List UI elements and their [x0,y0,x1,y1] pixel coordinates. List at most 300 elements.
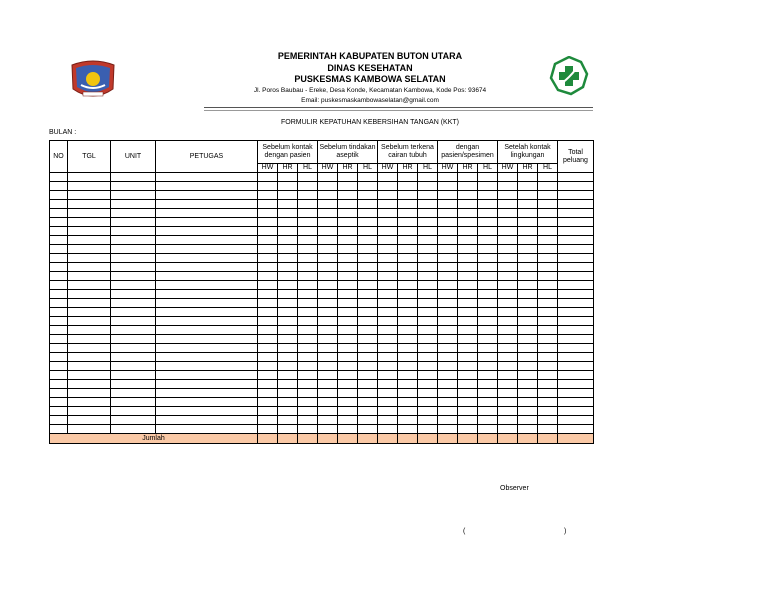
table-cell[interactable] [398,290,418,299]
table-cell[interactable] [258,245,278,254]
table-cell[interactable] [156,335,258,344]
table-cell[interactable] [398,227,418,236]
table-cell[interactable] [68,380,111,389]
table-cell[interactable] [258,299,278,308]
table-cell[interactable] [398,389,418,398]
table-cell[interactable] [418,209,438,218]
table-cell[interactable] [358,254,378,263]
table-cell[interactable] [318,425,338,434]
table-cell[interactable] [498,326,518,335]
table-cell[interactable] [278,326,298,335]
table-cell[interactable] [398,236,418,245]
table-cell[interactable] [458,200,478,209]
table-cell[interactable] [538,353,558,362]
table-cell[interactable] [438,281,458,290]
table-cell[interactable] [538,425,558,434]
table-cell[interactable] [156,371,258,380]
table-cell[interactable] [358,425,378,434]
table-cell[interactable] [538,389,558,398]
table-cell[interactable] [458,290,478,299]
table-cell[interactable] [50,344,68,353]
table-cell[interactable] [68,200,111,209]
table-cell[interactable] [558,326,594,335]
table-cell[interactable] [318,344,338,353]
table-cell[interactable] [111,299,156,308]
table-cell[interactable] [50,353,68,362]
table-cell[interactable] [68,272,111,281]
table-cell[interactable] [156,407,258,416]
table-cell[interactable] [438,209,458,218]
table-cell[interactable] [378,209,398,218]
table-cell[interactable] [358,398,378,407]
table-cell[interactable] [558,263,594,272]
table-cell[interactable] [318,200,338,209]
table-cell[interactable] [538,308,558,317]
table-cell[interactable] [278,299,298,308]
table-cell[interactable] [438,335,458,344]
table-cell[interactable] [258,200,278,209]
table-cell[interactable] [338,371,358,380]
table-cell[interactable] [318,398,338,407]
table-cell[interactable] [558,254,594,263]
table-cell[interactable] [50,218,68,227]
table-cell[interactable] [498,290,518,299]
table-cell[interactable] [558,425,594,434]
table-cell[interactable] [518,380,538,389]
table-cell[interactable] [418,227,438,236]
table-cell[interactable] [156,191,258,200]
total-cell[interactable] [558,434,594,444]
table-cell[interactable] [418,236,438,245]
table-cell[interactable] [358,236,378,245]
table-cell[interactable] [538,290,558,299]
table-cell[interactable] [558,299,594,308]
table-cell[interactable] [298,407,318,416]
table-cell[interactable] [111,317,156,326]
table-cell[interactable] [458,173,478,182]
table-cell[interactable] [358,173,378,182]
table-cell[interactable] [438,407,458,416]
table-cell[interactable] [298,317,318,326]
table-cell[interactable] [50,371,68,380]
table-cell[interactable] [538,173,558,182]
table-cell[interactable] [156,182,258,191]
table-cell[interactable] [518,389,538,398]
table-cell[interactable] [298,281,318,290]
table-cell[interactable] [318,353,338,362]
table-cell[interactable] [318,326,338,335]
total-cell[interactable] [298,434,318,444]
table-cell[interactable] [111,290,156,299]
table-cell[interactable] [538,380,558,389]
table-cell[interactable] [418,416,438,425]
table-cell[interactable] [518,344,538,353]
table-cell[interactable] [478,254,498,263]
table-cell[interactable] [68,191,111,200]
table-cell[interactable] [438,398,458,407]
table-cell[interactable] [50,263,68,272]
table-cell[interactable] [358,317,378,326]
table-cell[interactable] [478,344,498,353]
table-cell[interactable] [358,281,378,290]
table-cell[interactable] [538,236,558,245]
table-cell[interactable] [298,380,318,389]
table-cell[interactable] [68,173,111,182]
table-cell[interactable] [111,245,156,254]
table-cell[interactable] [538,317,558,326]
table-cell[interactable] [498,254,518,263]
table-cell[interactable] [358,371,378,380]
table-cell[interactable] [478,380,498,389]
total-cell[interactable] [478,434,498,444]
table-cell[interactable] [418,308,438,317]
table-cell[interactable] [258,353,278,362]
table-cell[interactable] [298,272,318,281]
table-cell[interactable] [338,398,358,407]
table-cell[interactable] [558,173,594,182]
table-cell[interactable] [398,425,418,434]
table-cell[interactable] [68,209,111,218]
table-cell[interactable] [478,407,498,416]
table-cell[interactable] [458,182,478,191]
table-cell[interactable] [68,218,111,227]
table-cell[interactable] [498,308,518,317]
table-cell[interactable] [68,335,111,344]
table-cell[interactable] [378,218,398,227]
table-cell[interactable] [378,398,398,407]
total-cell[interactable] [338,434,358,444]
table-cell[interactable] [558,398,594,407]
table-cell[interactable] [68,245,111,254]
table-cell[interactable] [278,182,298,191]
table-cell[interactable] [378,407,398,416]
table-cell[interactable] [518,290,538,299]
table-cell[interactable] [111,182,156,191]
table-cell[interactable] [68,281,111,290]
table-cell[interactable] [378,191,398,200]
table-cell[interactable] [418,371,438,380]
table-cell[interactable] [50,290,68,299]
table-cell[interactable] [538,200,558,209]
table-cell[interactable] [518,308,538,317]
table-cell[interactable] [398,200,418,209]
table-cell[interactable] [378,272,398,281]
table-cell[interactable] [438,380,458,389]
table-cell[interactable] [538,254,558,263]
table-cell[interactable] [68,182,111,191]
table-cell[interactable] [518,173,538,182]
table-cell[interactable] [156,236,258,245]
table-cell[interactable] [68,425,111,434]
table-cell[interactable] [111,371,156,380]
table-cell[interactable] [338,173,358,182]
table-cell[interactable] [338,308,358,317]
table-cell[interactable] [278,209,298,218]
table-cell[interactable] [156,425,258,434]
table-cell[interactable] [156,308,258,317]
table-cell[interactable] [278,407,298,416]
table-cell[interactable] [111,254,156,263]
table-cell[interactable] [558,272,594,281]
table-cell[interactable] [50,407,68,416]
table-cell[interactable] [68,416,111,425]
table-cell[interactable] [50,254,68,263]
table-cell[interactable] [298,389,318,398]
table-cell[interactable] [418,425,438,434]
table-cell[interactable] [50,227,68,236]
table-cell[interactable] [538,263,558,272]
table-cell[interactable] [50,326,68,335]
table-cell[interactable] [111,191,156,200]
table-cell[interactable] [50,200,68,209]
table-cell[interactable] [338,218,358,227]
table-cell[interactable] [50,425,68,434]
table-cell[interactable] [498,353,518,362]
table-cell[interactable] [156,272,258,281]
table-cell[interactable] [338,326,358,335]
table-cell[interactable] [558,209,594,218]
table-cell[interactable] [478,272,498,281]
table-cell[interactable] [68,263,111,272]
table-cell[interactable] [458,236,478,245]
table-cell[interactable] [478,236,498,245]
table-cell[interactable] [538,191,558,200]
table-cell[interactable] [458,299,478,308]
table-cell[interactable] [418,326,438,335]
table-cell[interactable] [498,425,518,434]
table-cell[interactable] [498,407,518,416]
table-cell[interactable] [478,389,498,398]
table-cell[interactable] [418,272,438,281]
table-cell[interactable] [438,245,458,254]
table-cell[interactable] [318,290,338,299]
table-cell[interactable] [50,308,68,317]
table-cell[interactable] [418,407,438,416]
table-cell[interactable] [278,254,298,263]
table-cell[interactable] [478,371,498,380]
table-cell[interactable] [478,281,498,290]
table-cell[interactable] [558,317,594,326]
table-cell[interactable] [278,353,298,362]
table-cell[interactable] [258,263,278,272]
table-cell[interactable] [518,326,538,335]
table-cell[interactable] [438,416,458,425]
table-cell[interactable] [438,272,458,281]
table-cell[interactable] [438,173,458,182]
total-cell[interactable] [418,434,438,444]
table-cell[interactable] [478,227,498,236]
table-cell[interactable] [498,227,518,236]
table-cell[interactable] [398,173,418,182]
table-cell[interactable] [498,245,518,254]
total-cell[interactable] [378,434,398,444]
table-cell[interactable] [258,362,278,371]
table-cell[interactable] [558,182,594,191]
table-cell[interactable] [258,218,278,227]
table-cell[interactable] [258,425,278,434]
table-cell[interactable] [258,335,278,344]
table-cell[interactable] [418,317,438,326]
table-cell[interactable] [338,263,358,272]
table-cell[interactable] [558,380,594,389]
table-cell[interactable] [68,353,111,362]
table-cell[interactable] [438,317,458,326]
table-cell[interactable] [498,389,518,398]
table-cell[interactable] [156,209,258,218]
table-cell[interactable] [298,173,318,182]
table-cell[interactable] [518,353,538,362]
table-cell[interactable] [318,272,338,281]
table-cell[interactable] [418,281,438,290]
table-cell[interactable] [68,371,111,380]
table-cell[interactable] [358,416,378,425]
table-cell[interactable] [378,290,398,299]
table-cell[interactable] [558,335,594,344]
table-cell[interactable] [558,236,594,245]
table-cell[interactable] [458,272,478,281]
table-cell[interactable] [558,218,594,227]
table-cell[interactable] [518,425,538,434]
table-cell[interactable] [111,281,156,290]
table-cell[interactable] [438,344,458,353]
table-cell[interactable] [518,299,538,308]
table-cell[interactable] [558,389,594,398]
table-cell[interactable] [378,308,398,317]
table-cell[interactable] [338,362,358,371]
table-cell[interactable] [278,335,298,344]
table-cell[interactable] [558,200,594,209]
table-cell[interactable] [478,182,498,191]
table-cell[interactable] [438,308,458,317]
table-cell[interactable] [318,173,338,182]
table-cell[interactable] [438,290,458,299]
table-cell[interactable] [558,245,594,254]
table-cell[interactable] [538,398,558,407]
table-cell[interactable] [398,254,418,263]
table-cell[interactable] [258,398,278,407]
table-cell[interactable] [378,173,398,182]
table-cell[interactable] [438,200,458,209]
table-cell[interactable] [338,335,358,344]
table-cell[interactable] [438,389,458,398]
table-cell[interactable] [111,209,156,218]
table-cell[interactable] [398,218,418,227]
table-cell[interactable] [278,389,298,398]
table-cell[interactable] [278,425,298,434]
table-cell[interactable] [298,326,318,335]
table-cell[interactable] [278,398,298,407]
table-cell[interactable] [398,344,418,353]
table-cell[interactable] [50,362,68,371]
table-cell[interactable] [478,308,498,317]
table-cell[interactable] [258,317,278,326]
table-cell[interactable] [156,362,258,371]
table-cell[interactable] [338,272,358,281]
table-cell[interactable] [278,416,298,425]
table-cell[interactable] [318,407,338,416]
table-cell[interactable] [418,200,438,209]
table-cell[interactable] [111,335,156,344]
table-cell[interactable] [358,380,378,389]
table-cell[interactable] [318,182,338,191]
table-cell[interactable] [111,407,156,416]
table-cell[interactable] [418,362,438,371]
total-cell[interactable] [258,434,278,444]
table-cell[interactable] [398,362,418,371]
table-cell[interactable] [298,425,318,434]
table-cell[interactable] [318,299,338,308]
table-cell[interactable] [518,317,538,326]
table-cell[interactable] [378,326,398,335]
table-cell[interactable] [398,416,418,425]
table-cell[interactable] [398,407,418,416]
table-cell[interactable] [338,191,358,200]
table-cell[interactable] [50,272,68,281]
table-cell[interactable] [358,344,378,353]
table-cell[interactable] [398,398,418,407]
table-cell[interactable] [398,353,418,362]
table-cell[interactable] [378,263,398,272]
table-cell[interactable] [558,227,594,236]
table-cell[interactable] [478,263,498,272]
table-cell[interactable] [498,236,518,245]
table-cell[interactable] [50,317,68,326]
table-cell[interactable] [478,191,498,200]
table-cell[interactable] [338,245,358,254]
table-cell[interactable] [68,362,111,371]
table-cell[interactable] [338,416,358,425]
table-cell[interactable] [156,389,258,398]
table-cell[interactable] [518,209,538,218]
table-cell[interactable] [498,281,518,290]
table-cell[interactable] [50,281,68,290]
table-cell[interactable] [458,398,478,407]
table-cell[interactable] [258,281,278,290]
table-cell[interactable] [258,236,278,245]
table-cell[interactable] [338,290,358,299]
table-cell[interactable] [50,191,68,200]
table-cell[interactable] [478,200,498,209]
table-cell[interactable] [518,182,538,191]
table-cell[interactable] [278,362,298,371]
table-cell[interactable] [68,308,111,317]
table-cell[interactable] [318,191,338,200]
table-cell[interactable] [68,236,111,245]
table-cell[interactable] [318,218,338,227]
table-cell[interactable] [538,335,558,344]
total-cell[interactable] [518,434,538,444]
table-cell[interactable] [498,272,518,281]
table-cell[interactable] [458,389,478,398]
table-cell[interactable] [378,317,398,326]
table-cell[interactable] [68,317,111,326]
table-cell[interactable] [418,335,438,344]
total-cell[interactable] [398,434,418,444]
table-cell[interactable] [518,200,538,209]
table-cell[interactable] [358,335,378,344]
table-cell[interactable] [258,344,278,353]
table-cell[interactable] [518,407,538,416]
table-cell[interactable] [258,227,278,236]
table-cell[interactable] [111,398,156,407]
table-cell[interactable] [418,380,438,389]
table-cell[interactable] [318,335,338,344]
table-cell[interactable] [68,389,111,398]
table-cell[interactable] [50,416,68,425]
table-cell[interactable] [258,173,278,182]
table-cell[interactable] [298,227,318,236]
table-cell[interactable] [338,299,358,308]
